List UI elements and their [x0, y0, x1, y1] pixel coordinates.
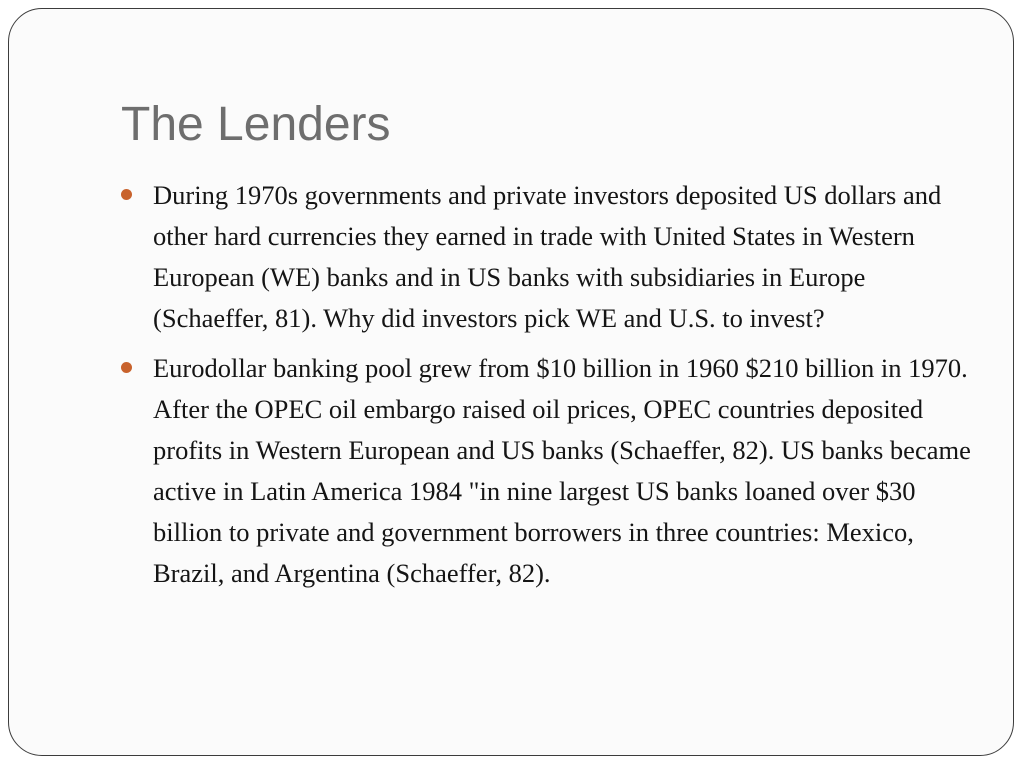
slide-frame: [8, 8, 1014, 756]
bullet-item: [121, 175, 981, 339]
bullet-item: [121, 348, 981, 594]
bullet-text: During 1970s governments and private investors deposited US dollars and other hard currencies they earned in trade with United States in Western European (WE) banks and in US banks with subsidiaries in Europe (Schaeffer, 81). Why did investors pick WE and U.S. to invest?: [153, 180, 942, 333]
slide-title: The Lenders: [121, 98, 391, 151]
bullet-text: Eurodollar banking pool grew from $10 billion in 1960 $210 billion in 1970. After the OPEC oil embargo raised oil prices, OPEC countries deposited profits in Western European and US banks (Schaeffer, 82). US banks became active in Latin America 1984 "in nine largest US banks loaned over $30 billion to private and government borrowers in three countries: Mexico, Brazil, and Argentina (Schaeffer, 82).: [153, 353, 971, 588]
bullet-list: [121, 175, 981, 603]
bullet-dot-icon: [121, 189, 132, 200]
bullet-dot-icon: [121, 362, 132, 373]
